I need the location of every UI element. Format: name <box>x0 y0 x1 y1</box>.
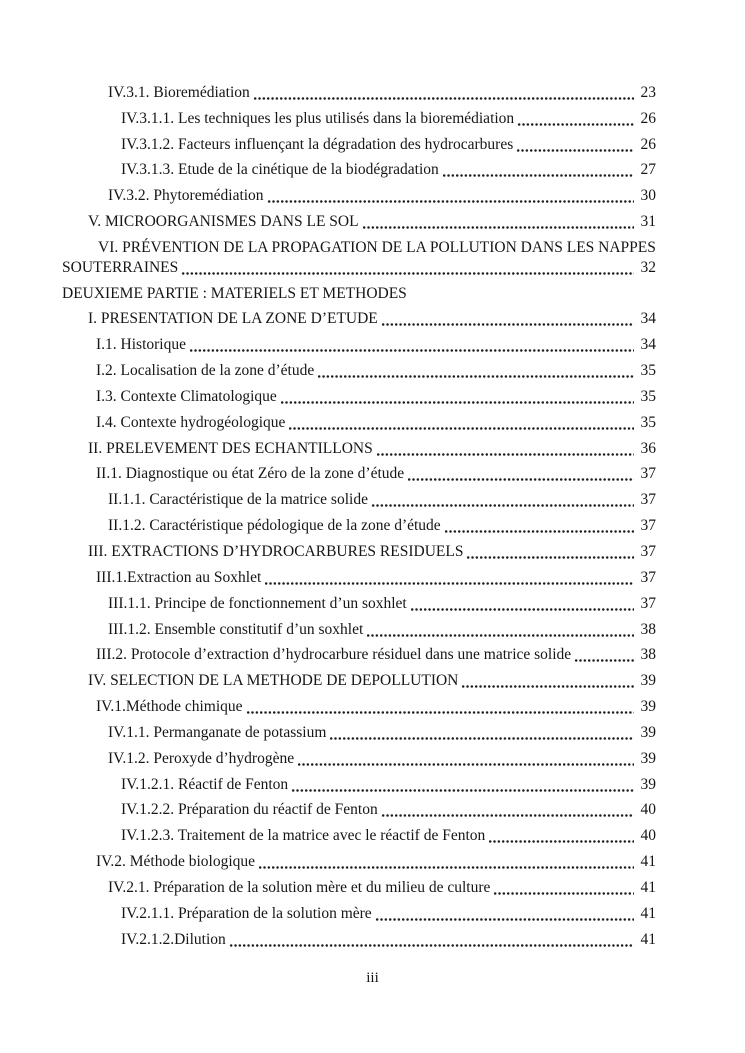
toc-page-number: 37 <box>640 542 656 560</box>
toc-page-number: 27 <box>640 161 656 179</box>
toc-page-number: 39 <box>640 749 656 767</box>
toc-entry-label: IV.1.1. Permanganate de potassium <box>108 723 327 741</box>
toc-entry-label: I.2. Localisation de la zone d’étude <box>96 362 315 380</box>
toc-entry <box>62 923 656 949</box>
toc-entry-label: II.1.2. Caractéristique pédologique de la zone d’étude <box>108 517 441 535</box>
dot-leader <box>371 490 634 509</box>
toc-entry <box>62 277 656 303</box>
dot-leader <box>291 775 634 794</box>
toc-entry <box>62 483 656 509</box>
toc-entry-label: IV.1.2.1. Réactif de Fenton <box>121 775 289 793</box>
toc-page-number: 26 <box>640 109 656 127</box>
toc-page-number: 32 <box>640 258 656 276</box>
toc-entry <box>62 205 656 231</box>
toc-entry <box>62 303 656 329</box>
toc-entry <box>62 128 656 154</box>
toc-entry-label: IV.1.2.2. Préparation du réactif de Fenton <box>121 801 378 819</box>
toc-entry <box>62 102 656 128</box>
toc-entry-label: IV.3.1.3. Etude de la cinétique de la biodégradation <box>121 161 439 179</box>
dot-leader <box>181 258 634 277</box>
dot-leader <box>574 645 634 664</box>
toc-entry-label: IV.1.2.3. Traitement de la matrice avec le réactif de Fenton <box>121 827 486 845</box>
dot-leader <box>381 800 634 819</box>
toc-page-number: 39 <box>640 672 656 690</box>
dot-leader <box>493 878 634 897</box>
dot-leader <box>267 186 634 205</box>
toc-entry-label: IV.2.1. Préparation de la solution mère et du milieu de culture <box>108 878 491 896</box>
dot-leader <box>488 826 634 845</box>
page-number-footer: iii <box>366 970 379 986</box>
toc-entry <box>62 432 656 458</box>
dot-leader <box>362 212 634 231</box>
toc-entry-label: II. PRELEVEMENT DES ECHANTILLONS <box>88 439 373 457</box>
toc-page-number: 37 <box>640 517 656 535</box>
toc-page-number: 41 <box>640 904 656 922</box>
toc-page-number: 41 <box>640 878 656 896</box>
toc-entry-label: III.1.1. Principe de fonctionnement d’un soxhlet <box>108 594 407 612</box>
toc-page-number: 41 <box>640 930 656 948</box>
toc-entry <box>62 458 656 484</box>
toc-page-number: 35 <box>640 387 656 405</box>
dot-leader <box>317 361 634 380</box>
toc-entry <box>62 639 656 665</box>
toc-page-number: 39 <box>640 723 656 741</box>
toc-page-number: 36 <box>640 439 656 457</box>
toc-page-number: 41 <box>640 853 656 871</box>
dot-leader <box>366 620 634 639</box>
dot-leader <box>288 413 634 432</box>
toc-entry-label: SOUTERRAINES <box>62 258 179 276</box>
toc-page-number: 31 <box>640 213 656 231</box>
toc-entry-label: III.2. Protocole d’extraction d’hydrocarbure résiduel dans une matrice solide <box>96 646 572 664</box>
toc-page-number: 26 <box>640 135 656 153</box>
toc-entry <box>62 179 656 205</box>
toc-entry-label: IV.3.1.1. Les techniques les plus utilisés dans la bioremédiation <box>121 109 515 127</box>
toc-entry-label: DEUXIEME PARTIE : MATERIELS ET METHODES <box>62 284 407 302</box>
toc-page-number: 34 <box>640 310 656 328</box>
toc-page-number: 37 <box>640 568 656 586</box>
toc-entry-label: IV.1.2. Peroxyde d’hydrogène <box>108 749 295 767</box>
toc-entry-label: I.4. Contexte hydrogéologique <box>96 413 286 431</box>
toc-entry-label: IV.2. Méthode biologique <box>96 853 256 871</box>
toc-entry-label: III.1.2. Ensemble constitutif d’un soxhlet <box>108 620 364 638</box>
toc-entry-label: V. MICROORGANISMES DANS LE SOL <box>88 213 359 231</box>
toc-page-number: 37 <box>640 465 656 483</box>
toc-page-number: 37 <box>640 491 656 509</box>
toc-page-number: 39 <box>640 775 656 793</box>
toc-page-number: 34 <box>640 336 656 354</box>
toc-entry <box>62 690 656 716</box>
dot-leader <box>517 109 634 128</box>
toc-entry <box>62 768 656 794</box>
dot-leader <box>253 83 634 102</box>
toc-entry <box>62 587 656 613</box>
toc-entry <box>62 742 656 768</box>
toc-entry-label: VI. PRÉVENTION DE LA PROPAGATION DE LA POLLUTION DANS LES NAPPES <box>98 238 656 256</box>
dot-leader <box>442 160 634 179</box>
toc-entry <box>62 509 656 535</box>
dot-leader <box>444 516 634 535</box>
toc-entry-label: IV.1.Méthode chimique <box>96 698 243 716</box>
toc-entry <box>62 406 656 432</box>
toc-entry-label: III.1.Extraction au Soxhlet <box>96 568 262 586</box>
dot-leader <box>297 749 634 768</box>
dot-leader <box>246 697 634 716</box>
dot-leader <box>189 335 634 354</box>
dot-leader <box>229 930 634 949</box>
dot-leader <box>280 387 634 406</box>
toc-page-number: 38 <box>640 620 656 638</box>
toc-entry-label: I.1. Historique <box>96 336 186 354</box>
dot-leader <box>258 852 634 871</box>
toc-entry-label: IV.2.1.1. Préparation de la solution mère <box>121 904 372 922</box>
toc-entry-label: II.1. Diagnostique ou état Zéro de la zone d’étude <box>96 465 405 483</box>
toc-entry-label: I. PRESENTATION DE LA ZONE D’ETUDE <box>88 310 378 328</box>
dot-leader <box>516 135 634 154</box>
toc-entry <box>62 535 656 561</box>
toc-entry <box>62 819 656 845</box>
toc-entry-label: III. EXTRACTIONS D’HYDROCARBURES RESIDUELS <box>88 542 464 560</box>
toc-page-number: 30 <box>640 187 656 205</box>
toc-entry-label: IV.3.1.2. Facteurs influençant la dégradation des hydrocarbures <box>121 135 514 153</box>
dot-leader <box>407 464 634 483</box>
dot-leader <box>329 723 634 742</box>
toc-entry <box>62 380 656 406</box>
toc-entry <box>62 257 656 277</box>
toc-entry <box>62 897 656 923</box>
toc <box>62 76 656 949</box>
toc-entry-label: IV.3.2. Phytoremédiation <box>108 187 264 205</box>
toc-page-number: 23 <box>640 83 656 101</box>
dot-leader <box>264 568 634 587</box>
toc-page-number: 37 <box>640 594 656 612</box>
toc-entry-label: IV.3.1. Bioremédiation <box>108 83 250 101</box>
dot-leader <box>381 309 634 328</box>
toc-entry-label: IV. SELECTION DE LA METHODE DE DEPOLLUTION <box>88 672 459 690</box>
page-footer <box>0 969 745 988</box>
toc-entry-label: IV.2.1.2.Dilution <box>121 930 226 948</box>
dot-leader <box>375 904 634 923</box>
toc-entry <box>62 845 656 871</box>
toc-page-number: 40 <box>640 827 656 845</box>
toc-entry <box>62 716 656 742</box>
toc-entry-label: I.3. Contexte Climatologique <box>96 387 277 405</box>
dot-leader <box>466 542 634 561</box>
dot-leader <box>461 671 634 690</box>
toc-page-number: 35 <box>640 413 656 431</box>
toc-page-number: 38 <box>640 646 656 664</box>
toc-entry <box>62 613 656 639</box>
toc-page-number: 39 <box>640 698 656 716</box>
toc-entry <box>62 664 656 690</box>
toc-entry <box>62 328 656 354</box>
toc-page-number: 40 <box>640 801 656 819</box>
toc-entry <box>62 154 656 180</box>
toc-entry <box>62 871 656 897</box>
toc-entry <box>62 561 656 587</box>
toc-entry <box>62 794 656 820</box>
toc-entry-label: II.1.1. Caractéristique de la matrice solide <box>108 491 368 509</box>
dot-leader <box>410 594 634 613</box>
dot-leader <box>376 439 634 458</box>
toc-page-number: 35 <box>640 362 656 380</box>
toc-entry <box>62 231 656 257</box>
toc-entry <box>62 76 656 102</box>
toc-entry <box>62 354 656 380</box>
